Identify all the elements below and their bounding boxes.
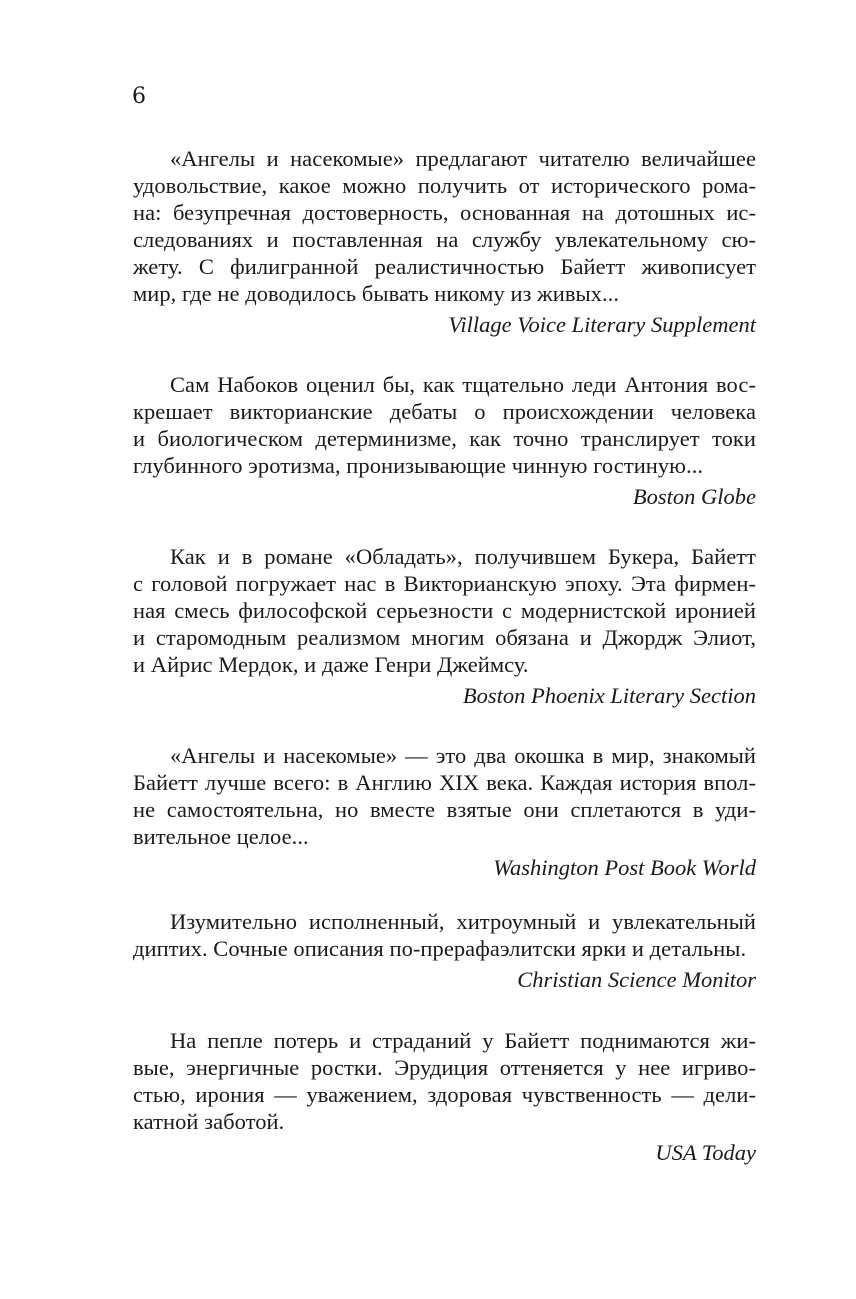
review-text-line: глубинного эротизма, пронизывающие чинную гостиную... [133,453,704,478]
review-4 [133,742,756,881]
review-source: USA Today [655,1140,756,1165]
review-text-line: крешает викторианские дебаты о происхождении человека [133,399,756,424]
review-text-line: «Ангелы и насекомые» — это два окошка в мир, знакомый [170,743,756,768]
review-text-line: вительное целое... [133,824,309,849]
review-text-line: удовольствие, какое можно получить от исторического рома- [133,173,756,198]
review-source: Boston Phoenix Literary Section [462,683,756,708]
review-text-line: мир, где не доводилось бывать никому из живых... [133,281,619,306]
page-number: 6 [132,84,146,109]
review-6 [133,1027,756,1166]
review-text-line: вые, энергичные ростки. Эрудиция оттеняется у нее игриво- [133,1055,756,1080]
review-text-line: следованиях и поставленная на службу увлекательному сю- [133,227,756,252]
review-source: Village Voice Literary Supplement [448,312,756,337]
review-text-line: жету. С филигранной реалистичностью Байетт живописует [133,254,756,279]
review-text-line: и Айрис Мердок, и даже Генри Джеймсу. [133,652,529,677]
review-1 [133,145,756,338]
review-3 [133,543,756,709]
review-text-line: и биологическом детерминизме, как точно транслирует токи [133,426,756,451]
review-source: Washington Post Book World [493,855,756,880]
review-text-line: На пепле потерь и страданий у Байетт поднимаются жи- [170,1028,756,1053]
review-text-line: Изумительно исполненный, хитроумный и увлекательный [170,909,756,934]
review-text-line: и старомодным реализмом многим обязана и Джордж Элиот, [133,625,756,650]
review-text-line: ная смесь философской серьезности с модернистской иронией [133,598,756,623]
review-source: Christian Science Monitor [517,967,756,992]
review-text-line: катной заботой. [133,1109,285,1134]
review-text-line: стью, ирония — уважением, здоровая чувственность — дели- [133,1082,756,1107]
review-text-line: на: безупречная достоверность, основанная на дотошных ис- [133,200,756,225]
review-5 [133,908,756,993]
review-text-line: не самостоятельна, но вместе взятые они сплетаются в уди- [133,797,756,822]
review-text-line: Как и в романе «Обладать», получившем Букера, Байетт [170,544,756,569]
review-source: Boston Globe [632,484,756,509]
review-text-line: с головой погружает нас в Викторианскую эпоху. Эта фирмен- [133,571,756,596]
review-2 [133,371,756,510]
review-text-line: «Ангелы и насекомые» предлагают читателю величайшее [170,146,756,171]
review-text-line: диптих. Сочные описания по-прерафаэлитски ярки и детальны. [133,936,747,961]
review-text-line: Сам Набоков оценил бы, как тщательно леди Антония вос- [170,372,756,397]
review-text-line: Байетт лучше всего: в Англию XIX века. Каждая история впол- [133,770,756,795]
